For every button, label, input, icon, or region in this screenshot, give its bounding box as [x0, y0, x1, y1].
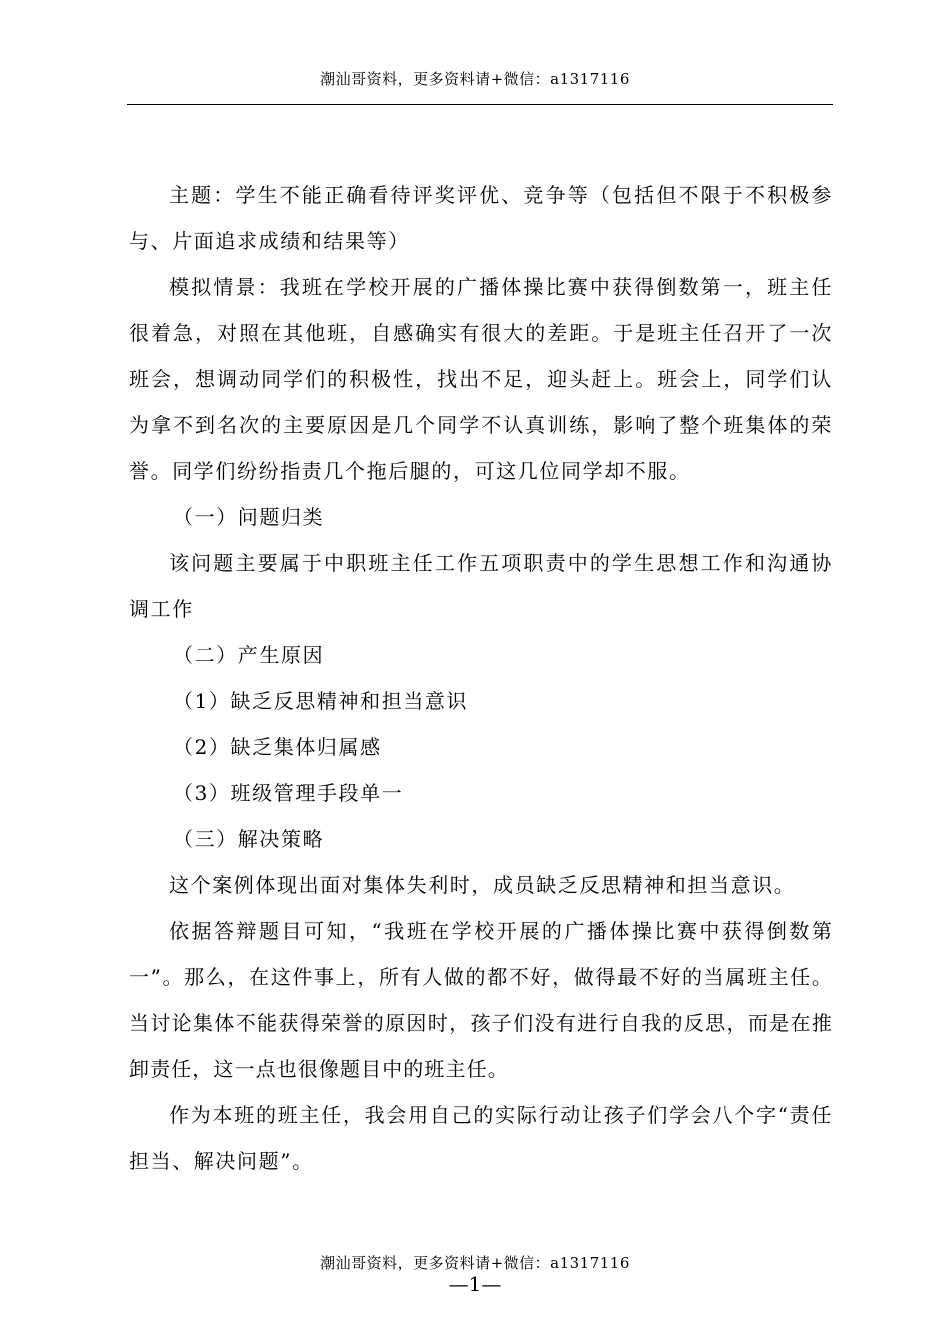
paragraph-topic: 主题：学生不能正确看待评奖评优、竞争等（包括但不限于不积极参与、片面追求成绩和结果等） [129, 183, 833, 253]
header-divider [127, 104, 833, 105]
section-heading-2: （二）产生原因 [173, 643, 325, 667]
cause-item-3: （3）班级管理手段单一 [173, 781, 404, 805]
cause-item-1: （1）缺乏反思精神和担当意识 [173, 689, 469, 713]
paragraph-action: 作为本班的班主任，我会用自己的实际行动让孩子们学会八个字“责任担当、解决问题”。 [129, 1103, 833, 1173]
page-number: —1— [448, 1272, 502, 1296]
section-heading-3: （三）解决策略 [173, 827, 325, 851]
page-header: 潮汕哥资料，更多资料请+微信：a1317116 [320, 70, 630, 88]
document-body [129, 172, 833, 1184]
cause-item-2: （2）缺乏集体归属感 [173, 735, 382, 759]
paragraph-classification: 该问题主要属于中职班主任工作五项职责中的学生思想工作和沟通协调工作 [129, 551, 833, 621]
paragraph-case-summary: 这个案例体现出面对集体失利时，成员缺乏反思精神和担当意识。 [169, 873, 796, 897]
section-heading-1: （一）问题归类 [173, 505, 325, 529]
page-footer: 潮汕哥资料，更多资料请+微信：a1317116 [320, 1254, 630, 1272]
paragraph-scenario: 模拟情景：我班在学校开展的广播体操比赛中获得倒数第一，班主任很着急，对照在其他班，自感确实有很大的差距。于是班主任召开了一次班会，想调动同学们的积极性，找出不足，迎头赶上。班会上，同学们认为拿不到名次的主要原因是几个同学不认真训练，影响了整个班集体的荣誉。同学们纷纷指责几个拖后腿的，可这几位同学却不服。 [129, 275, 833, 483]
paragraph-analysis: 依据答辩题目可知，“我班在学校开展的广播体操比赛中获得倒数第一”。那么，在这件事上，所有人做的都不好，做得最不好的当属班主任。当讨论集体不能获得荣誉的原因时，孩子们没有进行自我的反思，而是在推卸责任，这一点也很像题目中的班主任。 [129, 919, 833, 1081]
